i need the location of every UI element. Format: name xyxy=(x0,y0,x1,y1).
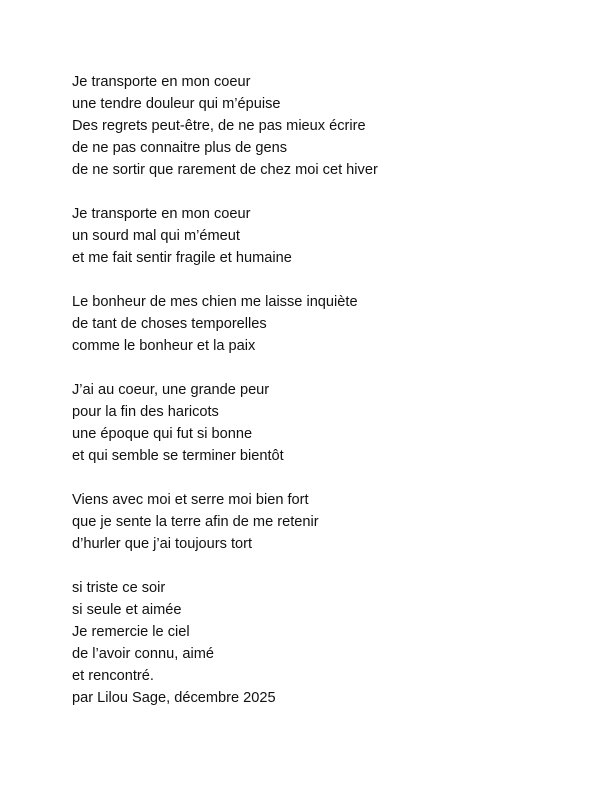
poem-line: comme le bonheur et la paix xyxy=(72,338,256,354)
stanza-2 xyxy=(72,203,592,269)
poem-line: une tendre douleur qui m’épuise xyxy=(72,96,281,112)
stanza-3 xyxy=(72,291,592,357)
stanza-1 xyxy=(72,71,592,181)
poem-line: de l’avoir connu, aimé xyxy=(72,646,214,662)
poem-signature: par Lilou Sage, décembre 2025 xyxy=(72,690,276,706)
poem-line: et rencontré. xyxy=(72,668,154,684)
poem-line: Des regrets peut-être, de ne pas mieux écrire xyxy=(72,118,366,134)
poem-line: si seule et aimée xyxy=(72,602,182,618)
stanza-4 xyxy=(72,379,592,467)
poem-line: et me fait sentir fragile et humaine xyxy=(72,250,292,266)
poem-line: pour la fin des haricots xyxy=(72,404,219,420)
poem-line: de ne pas connaitre plus de gens xyxy=(72,140,288,156)
poem-line: Le bonheur de mes chien me laisse inquiète xyxy=(72,294,358,310)
poem-line: Je transporte en mon coeur xyxy=(72,206,251,222)
poem-line: une époque qui fut si bonne xyxy=(72,426,253,442)
poem-line: J’ai au coeur, une grande peur xyxy=(72,382,270,398)
poem-line: Viens avec moi et serre moi bien fort xyxy=(72,492,309,508)
stanza-6 xyxy=(72,577,592,709)
poem-body xyxy=(72,71,592,709)
poem-line: et qui semble se terminer bientôt xyxy=(72,448,284,464)
poem-line: d’hurler que j’ai toujours tort xyxy=(72,536,253,552)
poem-line: que je sente la terre afin de me retenir xyxy=(72,514,319,530)
poem-line: si triste ce soir xyxy=(72,580,166,596)
poem-line: un sourd mal qui m’émeut xyxy=(72,228,240,244)
poem-line: Je remercie le ciel xyxy=(72,624,190,640)
poem-line: Je transporte en mon coeur xyxy=(72,74,251,90)
poem-line: de tant de choses temporelles xyxy=(72,316,267,332)
stanza-5 xyxy=(72,489,592,555)
poem-line: de ne sortir que rarement de chez moi cet hiver xyxy=(72,162,378,178)
